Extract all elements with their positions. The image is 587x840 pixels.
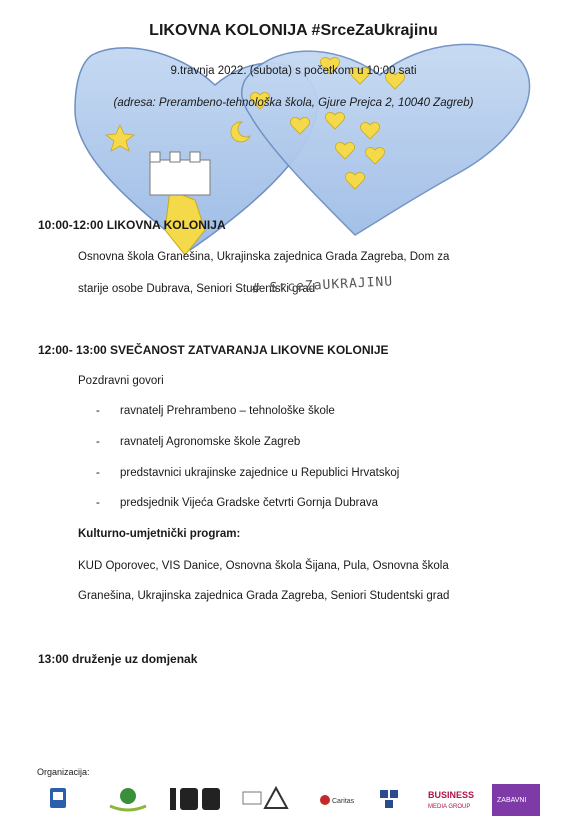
section-heading-colony: 10:00-12:00 LIKOVNA KOLONIJA [38, 218, 226, 232]
organization-label: Organizacija: [37, 767, 90, 777]
event-address: (adresa: Prerambeno-tehnološka škola, Gjure Prejca 2, 10040 Zagreb) [113, 97, 474, 109]
list-item: - ravnatelj Prehrambeno – tehnološke škole [96, 405, 335, 417]
list-item: - ravnatelj Agronomske škole Zagreb [96, 436, 301, 448]
sponsor-logos [40, 780, 560, 825]
svg-text:MEDIA GROUP: MEDIA GROUP [428, 804, 471, 810]
svg-text:Caritas: Caritas [332, 798, 355, 805]
caritas-logo [320, 795, 355, 805]
program-heading: Kulturno-umjetnički program: [78, 528, 241, 540]
section-heading-closing: 12:00- 13:00 SVEČANOST ZATVARANJA LIKOVNE KOLONIJE [38, 343, 389, 357]
triangle-logo [243, 788, 287, 808]
school-emblem-logo [110, 788, 146, 810]
section-heading-reception: 13:00 druženje uz domjenak [38, 652, 198, 666]
zagreb-shield-logo [50, 788, 66, 808]
svg-text:BUSINESS: BUSINESS [428, 790, 475, 800]
list-item: - predstavnici ukrajinske zajednice u Republici Hrvatskoj [96, 467, 400, 479]
speeches-intro: Pozdravni govori [78, 375, 164, 387]
program-line2: Granešina, Ukrajinska zajednica Grada Zagreba, Seniori Studentski grad [78, 590, 450, 602]
svg-text:ZABAVNI: ZABAVNI [497, 797, 527, 804]
business-media-logo [428, 790, 474, 810]
colony-participants-line1: Osnovna škola Granešina, Ukrajinska zajednica Grada Zagreba, Dom za [78, 251, 450, 263]
list-item: - predsjednik Vijeća Gradske četvrti Gornja Dubrava [96, 497, 379, 509]
puzzle-logo [380, 790, 398, 808]
colony-participants-line2: starije osobe Dubrava, Seniori Studentski grad [78, 283, 316, 295]
iss-logo [170, 788, 220, 810]
event-date: 9.travnja 2022. (subota) s početkom u 10:00 sati [170, 65, 417, 77]
handwritten-hashtag: # SrceZaUKRAJINU [251, 274, 394, 297]
page-title: LIKOVNA KOLONIJA #SrceZaUkrajinu [149, 22, 438, 39]
zabavni-logo [492, 784, 540, 816]
program-line1: KUD Oporovec, VIS Danice, Osnovna škola Šijana, Pula, Osnovna škola [78, 560, 449, 572]
